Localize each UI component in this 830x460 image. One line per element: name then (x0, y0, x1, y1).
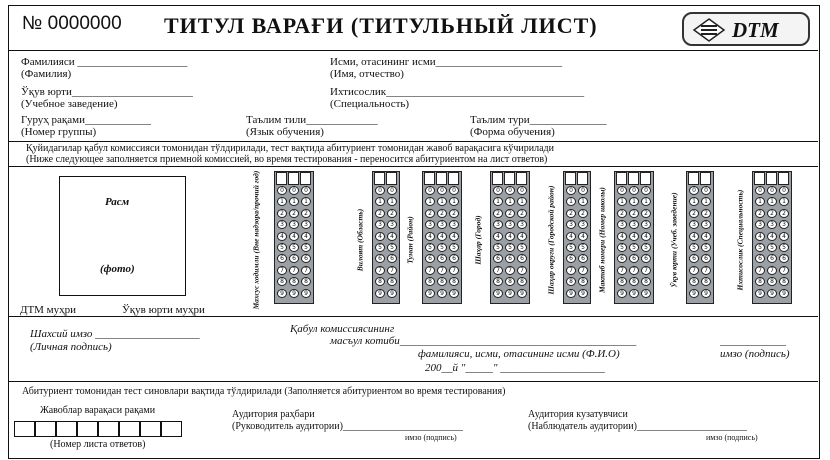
digit-bubble[interactable]: 6 (493, 254, 503, 263)
code-entry-cell[interactable] (754, 172, 765, 185)
fio-label: фамилияси, исми, отасининг исми (Ф.И.О) (418, 348, 620, 360)
digit-bubble[interactable]: 1 (387, 197, 397, 206)
digit-bubble[interactable]: 8 (387, 277, 397, 286)
digit-bubble[interactable]: 2 (289, 209, 299, 218)
digit-bubble[interactable]: 0 (289, 186, 299, 195)
divider (8, 50, 818, 51)
digit-bubble[interactable]: 0 (779, 186, 789, 195)
divider (8, 166, 818, 167)
digit-bubble[interactable]: 2 (617, 209, 627, 218)
surname-label-ru: (Фамилия) (21, 68, 72, 80)
digit-bubble[interactable]: 6 (578, 254, 588, 263)
auditorium-head-sign-label: имзо (подпись) (405, 433, 457, 442)
photo-box (59, 176, 186, 296)
commission-secretary-label: Қабул комиссиясининг (290, 323, 395, 335)
digit-bubble[interactable]: 2 (301, 209, 311, 218)
code-column-label: Ўқув юрти (Учеб. заведение) (669, 192, 679, 288)
digit-bubble[interactable]: 5 (629, 243, 639, 252)
school-stamp-label: Ўқув юрти муҳри (122, 304, 205, 316)
digit-bubble[interactable]: 9 (375, 289, 385, 298)
digit-bubble[interactable]: 4 (277, 232, 287, 241)
digit-bubble[interactable]: 7 (449, 266, 459, 275)
digit-bubble[interactable]: 8 (375, 277, 385, 286)
name-field[interactable]: Исми, отасининг исми_______________________ (330, 56, 563, 68)
digit-bubble[interactable]: 9 (437, 289, 447, 298)
digit-bubble[interactable]: 5 (767, 243, 777, 252)
digit-bubble[interactable]: 9 (289, 289, 299, 298)
digit-bubble[interactable]: 5 (578, 243, 588, 252)
digit-bubble[interactable]: 7 (755, 266, 765, 275)
digit-bubble[interactable]: 3 (505, 220, 515, 229)
auditorium-head-field[interactable]: (Руководитель аудитории)________________________ (232, 421, 463, 432)
specialty-field[interactable]: Ихтисослик____________________________________ (330, 86, 585, 98)
digit-bubble[interactable]: 9 (425, 289, 435, 298)
digit-bubble[interactable]: 1 (493, 197, 503, 206)
digit-bubble[interactable]: 4 (289, 232, 299, 241)
digit-bubble[interactable]: 6 (517, 254, 527, 263)
digit-bubble[interactable]: 3 (437, 220, 447, 229)
digit-bubble[interactable]: 0 (517, 186, 527, 195)
photo-label-ru: (фото) (100, 263, 135, 275)
digit-bubble[interactable]: 3 (517, 220, 527, 229)
digit-bubble[interactable]: 5 (617, 243, 627, 252)
sheet-number-digit-box[interactable] (35, 421, 56, 437)
digit-bubble[interactable]: 8 (689, 277, 699, 286)
code-entry-cell[interactable] (492, 172, 503, 185)
digit-bubble[interactable]: 7 (493, 266, 503, 275)
digit-bubble[interactable]: 2 (755, 209, 765, 218)
digit-bubble[interactable]: 6 (755, 254, 765, 263)
digit-bubble[interactable]: 3 (779, 220, 789, 229)
dtm-emblem-icon (692, 18, 726, 42)
digit-bubble[interactable]: 5 (301, 243, 311, 252)
digit-bubble[interactable]: 4 (689, 232, 699, 241)
digit-bubble[interactable]: 5 (755, 243, 765, 252)
digit-bubble[interactable]: 2 (629, 209, 639, 218)
institution-field[interactable]: Ўқув юрти______________________ (21, 86, 193, 98)
code-entry-cell[interactable] (766, 172, 777, 185)
digit-bubble[interactable]: 3 (277, 220, 287, 229)
digit-bubble[interactable]: 0 (566, 186, 576, 195)
digit-bubble[interactable]: 5 (437, 243, 447, 252)
digit-bubble[interactable]: 5 (387, 243, 397, 252)
digit-bubble[interactable]: 3 (755, 220, 765, 229)
digit-bubble[interactable]: 6 (425, 254, 435, 263)
digit-bubble[interactable]: 0 (689, 186, 699, 195)
digit-bubble[interactable]: 6 (617, 254, 627, 263)
digit-bubble[interactable]: 0 (437, 186, 447, 195)
digit-bubble[interactable]: 2 (566, 209, 576, 218)
digit-bubble[interactable]: 8 (617, 277, 627, 286)
digit-bubble[interactable]: 3 (641, 220, 651, 229)
digit-bubble[interactable]: 5 (425, 243, 435, 252)
digit-bubble[interactable]: 2 (375, 209, 385, 218)
digit-bubble[interactable]: 0 (375, 186, 385, 195)
digit-bubble[interactable]: 2 (493, 209, 503, 218)
digit-bubble[interactable]: 8 (277, 277, 287, 286)
digit-bubble[interactable]: 1 (641, 197, 651, 206)
digit-bubble[interactable]: 8 (493, 277, 503, 286)
digit-bubble[interactable]: 5 (641, 243, 651, 252)
digit-bubble[interactable]: 5 (449, 243, 459, 252)
sheet-number-digit-box[interactable] (119, 421, 140, 437)
digit-bubble[interactable]: 7 (779, 266, 789, 275)
digit-bubble[interactable]: 1 (779, 197, 789, 206)
digit-bubble[interactable]: 8 (629, 277, 639, 286)
sheet-number-digit-box[interactable] (161, 421, 182, 437)
dtm-logo (682, 12, 810, 46)
digit-bubble[interactable]: 5 (701, 243, 711, 252)
digit-bubble[interactable]: 7 (505, 266, 515, 275)
code-entry-cell[interactable] (288, 172, 299, 185)
institution-label-ru: (Учебное заведение) (21, 98, 118, 110)
digit-bubble[interactable]: 1 (578, 197, 588, 206)
digit-bubble[interactable]: 5 (517, 243, 527, 252)
digit-bubble[interactable]: 2 (387, 209, 397, 218)
photo-label: Расм (105, 196, 130, 208)
sheet-number-digit-box[interactable] (77, 421, 98, 437)
digit-bubble[interactable]: 7 (629, 266, 639, 275)
signature-line[interactable]: ____________ (720, 335, 786, 347)
language-field[interactable]: Таълим тили_____________ (246, 114, 378, 126)
digit-bubble[interactable]: 6 (689, 254, 699, 263)
signature-label: имзо (подпись) (720, 348, 790, 360)
digit-bubble[interactable]: 1 (701, 197, 711, 206)
code-entry-cell[interactable] (448, 172, 459, 185)
digit-bubble[interactable]: 9 (701, 289, 711, 298)
divider (8, 381, 818, 382)
digit-bubble[interactable]: 9 (629, 289, 639, 298)
digit-bubble[interactable]: 5 (277, 243, 287, 252)
code-entry-cell[interactable] (516, 172, 527, 185)
sheet-number-digit-box[interactable] (98, 421, 119, 437)
code-entry-cell[interactable] (424, 172, 435, 185)
divider (8, 316, 818, 317)
code-entry-cell[interactable] (565, 172, 576, 185)
code-column-label: Шаҳар (Город) (473, 215, 483, 265)
digit-bubble[interactable]: 3 (289, 220, 299, 229)
digit-bubble[interactable]: 6 (505, 254, 515, 263)
code-column-label: Ихтисослик (Специальность) (735, 189, 745, 291)
digit-bubble[interactable]: 4 (493, 232, 503, 241)
digit-bubble[interactable]: 6 (779, 254, 789, 263)
code-entry-cell[interactable] (374, 172, 385, 185)
specialty-label-ru: (Специальность) (330, 98, 410, 110)
digit-bubble[interactable]: 2 (425, 209, 435, 218)
commission-note: Қуйидагилар қабул комиссияси томонидан тўлдирилади, тест вақтида абитуриент томонидан жавоб варақасига кўчирилади (26, 143, 554, 154)
digit-bubble[interactable]: 1 (566, 197, 576, 206)
commission-secretary-field[interactable]: масъул котиби___________________________________________ (330, 335, 637, 347)
digit-bubble[interactable]: 4 (701, 232, 711, 241)
digit-bubble[interactable]: 7 (301, 266, 311, 275)
digit-bubble[interactable]: 2 (505, 209, 515, 218)
code-column-label: Вилоят (Область) (355, 208, 365, 272)
digit-bubble[interactable]: 0 (755, 186, 765, 195)
form-of-study-label-ru: (Форма обучения) (470, 126, 555, 138)
code-entry-cell[interactable] (386, 172, 397, 185)
digit-bubble[interactable]: 9 (617, 289, 627, 298)
digit-bubble[interactable]: 2 (779, 209, 789, 218)
digit-bubble[interactable]: 6 (301, 254, 311, 263)
code-entry-cell[interactable] (300, 172, 311, 185)
digit-bubble[interactable]: 3 (493, 220, 503, 229)
digit-bubble[interactable]: 9 (505, 289, 515, 298)
code-entry-cell[interactable] (504, 172, 515, 185)
code-entry-cell[interactable] (688, 172, 699, 185)
code-entry-cell[interactable] (778, 172, 789, 185)
digit-bubble[interactable]: 3 (425, 220, 435, 229)
digit-bubble[interactable]: 4 (517, 232, 527, 241)
digit-bubble[interactable]: 8 (517, 277, 527, 286)
digit-bubble[interactable]: 8 (505, 277, 515, 286)
observer-label: Аудитория кузатувчиси (528, 409, 628, 420)
digit-bubble[interactable]: 6 (641, 254, 651, 263)
digit-bubble[interactable]: 1 (449, 197, 459, 206)
date-field[interactable]: 200__й "_____" ___________________ (425, 362, 605, 374)
digit-bubble[interactable]: 1 (617, 197, 627, 206)
code-entry-cell[interactable] (577, 172, 588, 185)
digit-bubble[interactable]: 3 (301, 220, 311, 229)
digit-bubble[interactable]: 7 (617, 266, 627, 275)
digit-bubble[interactable]: 9 (493, 289, 503, 298)
digit-bubble[interactable]: 3 (387, 220, 397, 229)
digit-bubble[interactable]: 0 (301, 186, 311, 195)
auditorium-head-label: Аудитория раҳбари (232, 409, 315, 420)
group-field[interactable]: Гуруҳ рақами____________ (21, 114, 152, 126)
digit-bubble[interactable]: 6 (387, 254, 397, 263)
digit-bubble[interactable]: 4 (301, 232, 311, 241)
observer-field[interactable]: (Наблюдатель аудитории)______________________ (528, 421, 747, 432)
digit-bubble[interactable]: 7 (767, 266, 777, 275)
digit-bubble[interactable]: 2 (449, 209, 459, 218)
digit-bubble[interactable]: 6 (629, 254, 639, 263)
digit-bubble[interactable]: 2 (437, 209, 447, 218)
digit-bubble[interactable]: 1 (755, 197, 765, 206)
digit-bubble[interactable]: 6 (767, 254, 777, 263)
digit-bubble[interactable]: 1 (767, 197, 777, 206)
digit-bubble[interactable]: 3 (449, 220, 459, 229)
digit-bubble[interactable]: 8 (425, 277, 435, 286)
digit-bubble[interactable]: 4 (425, 232, 435, 241)
digit-bubble[interactable]: 7 (387, 266, 397, 275)
digit-bubble[interactable]: 8 (449, 277, 459, 286)
digit-bubble[interactable]: 2 (767, 209, 777, 218)
code-column-label: Шаҳар округи (Городской район) (546, 185, 556, 295)
digit-bubble[interactable]: 4 (767, 232, 777, 241)
digit-bubble[interactable]: 4 (387, 232, 397, 241)
digit-bubble[interactable]: 9 (779, 289, 789, 298)
digit-bubble[interactable]: 0 (387, 186, 397, 195)
digit-bubble[interactable]: 4 (449, 232, 459, 241)
code-column-label: Туман (Район) (405, 216, 415, 264)
digit-bubble[interactable]: 4 (578, 232, 588, 241)
digit-bubble[interactable]: 3 (689, 220, 699, 229)
digit-bubble[interactable]: 9 (641, 289, 651, 298)
sheet-number-label-ru: (Номер листа ответов) (50, 439, 146, 450)
digit-bubble[interactable]: 8 (289, 277, 299, 286)
digit-bubble[interactable]: 0 (449, 186, 459, 195)
digit-bubble[interactable]: 3 (629, 220, 639, 229)
digit-bubble[interactable]: 0 (767, 186, 777, 195)
digit-bubble[interactable]: 8 (641, 277, 651, 286)
digit-bubble[interactable]: 8 (779, 277, 789, 286)
digit-bubble[interactable]: 2 (641, 209, 651, 218)
name-label-ru: (Имя, отчество) (330, 68, 404, 80)
digit-bubble[interactable]: 1 (517, 197, 527, 206)
form-of-study-field[interactable]: Таълим тури______________ (470, 114, 607, 126)
digit-bubble[interactable]: 6 (437, 254, 447, 263)
digit-bubble[interactable]: 1 (301, 197, 311, 206)
digit-bubble[interactable]: 5 (375, 243, 385, 252)
form-number: № 0000000 (22, 13, 122, 34)
dtm-stamp-label: ДТМ муҳри (20, 304, 76, 316)
digit-bubble[interactable]: 3 (701, 220, 711, 229)
digit-bubble[interactable]: 9 (578, 289, 588, 298)
digit-bubble[interactable]: 6 (701, 254, 711, 263)
digit-bubble[interactable]: 3 (578, 220, 588, 229)
digit-bubble[interactable]: 5 (289, 243, 299, 252)
digit-bubble[interactable]: 6 (566, 254, 576, 263)
commission-note-ru: (Ниже следующее заполняется приемной комиссией, во время тестирования - переносится абитуриентом на лист ответов) (26, 154, 548, 165)
digit-bubble[interactable]: 8 (578, 277, 588, 286)
digit-bubble[interactable]: 4 (505, 232, 515, 241)
fill-note: Абитуриент томонидан тест синовлари вақтида тўлдирилади (Заполняется абитуриентом во время тестирования) (22, 386, 506, 397)
logo-text: DTM (732, 18, 779, 42)
sheet-number-digit-box[interactable] (56, 421, 77, 437)
digit-bubble[interactable]: 0 (578, 186, 588, 195)
digit-bubble[interactable]: 1 (289, 197, 299, 206)
digit-bubble[interactable]: 0 (629, 186, 639, 195)
digit-bubble[interactable]: 6 (449, 254, 459, 263)
digit-bubble[interactable]: 7 (578, 266, 588, 275)
digit-bubble[interactable]: 7 (566, 266, 576, 275)
digit-bubble[interactable]: 2 (578, 209, 588, 218)
digit-bubble[interactable]: 4 (437, 232, 447, 241)
digit-bubble[interactable]: 6 (375, 254, 385, 263)
digit-bubble[interactable]: 1 (277, 197, 287, 206)
digit-bubble[interactable]: 8 (437, 277, 447, 286)
digit-bubble[interactable]: 8 (566, 277, 576, 286)
digit-bubble[interactable]: 5 (505, 243, 515, 252)
digit-bubble[interactable]: 8 (301, 277, 311, 286)
digit-bubble[interactable]: 0 (641, 186, 651, 195)
digit-bubble[interactable]: 2 (277, 209, 287, 218)
code-entry-cell[interactable] (276, 172, 287, 185)
group-label-ru: (Номер группы) (21, 126, 97, 138)
digit-bubble[interactable]: 7 (437, 266, 447, 275)
digit-bubble[interactable]: 0 (425, 186, 435, 195)
code-column-label: Махсус ходимли (Вне надзора/прочий год) (251, 170, 261, 310)
personal-signature-field[interactable]: Шахсий имзо ___________________ (30, 328, 200, 340)
digit-bubble[interactable]: 8 (755, 277, 765, 286)
digit-bubble[interactable]: 7 (641, 266, 651, 275)
digit-bubble[interactable]: 0 (617, 186, 627, 195)
digit-bubble[interactable]: 2 (517, 209, 527, 218)
personal-signature-label-ru: (Личная подпись) (30, 341, 112, 353)
digit-bubble[interactable]: 4 (755, 232, 765, 241)
digit-bubble[interactable]: 5 (493, 243, 503, 252)
digit-bubble[interactable]: 9 (755, 289, 765, 298)
digit-bubble[interactable]: 0 (701, 186, 711, 195)
digit-bubble[interactable]: 0 (505, 186, 515, 195)
digit-bubble[interactable]: 3 (566, 220, 576, 229)
digit-bubble[interactable]: 3 (767, 220, 777, 229)
digit-bubble[interactable]: 9 (387, 289, 397, 298)
digit-bubble[interactable]: 7 (517, 266, 527, 275)
digit-bubble[interactable]: 9 (517, 289, 527, 298)
digit-bubble[interactable]: 0 (493, 186, 503, 195)
digit-bubble[interactable]: 5 (566, 243, 576, 252)
digit-bubble[interactable]: 4 (375, 232, 385, 241)
digit-bubble[interactable]: 2 (689, 209, 699, 218)
sheet-number-label: Жавоблар варақаси рақами (40, 405, 156, 416)
digit-bubble[interactable]: 7 (425, 266, 435, 275)
digit-bubble[interactable]: 7 (289, 266, 299, 275)
language-label-ru: (Язык обучения) (246, 126, 324, 138)
digit-bubble[interactable]: 6 (277, 254, 287, 263)
digit-bubble[interactable]: 4 (566, 232, 576, 241)
digit-bubble[interactable]: 8 (701, 277, 711, 286)
digit-bubble[interactable]: 9 (689, 289, 699, 298)
digit-bubble[interactable]: 4 (641, 232, 651, 241)
sheet-number-digit-box[interactable] (140, 421, 161, 437)
digit-bubble[interactable]: 0 (277, 186, 287, 195)
digit-bubble[interactable]: 1 (375, 197, 385, 206)
divider (8, 141, 818, 142)
digit-bubble[interactable]: 9 (277, 289, 287, 298)
digit-bubble[interactable]: 9 (767, 289, 777, 298)
code-entry-cell[interactable] (436, 172, 447, 185)
sheet-number-digit-box[interactable] (14, 421, 35, 437)
page-title: ТИТУЛ ВАРАҒИ (ТИТУЛЬНЫЙ ЛИСТ) (164, 13, 598, 38)
digit-bubble[interactable]: 5 (779, 243, 789, 252)
digit-bubble[interactable]: 5 (689, 243, 699, 252)
digit-bubble[interactable]: 1 (425, 197, 435, 206)
digit-bubble[interactable]: 7 (689, 266, 699, 275)
digit-bubble[interactable]: 9 (449, 289, 459, 298)
digit-bubble[interactable]: 3 (375, 220, 385, 229)
digit-bubble[interactable]: 7 (375, 266, 385, 275)
digit-bubble[interactable]: 2 (701, 209, 711, 218)
code-entry-cell[interactable] (628, 172, 639, 185)
digit-bubble[interactable]: 7 (701, 266, 711, 275)
digit-bubble[interactable]: 7 (277, 266, 287, 275)
code-entry-cell[interactable] (616, 172, 627, 185)
digit-bubble[interactable]: 1 (629, 197, 639, 206)
digit-bubble[interactable]: 9 (301, 289, 311, 298)
code-column-label: Мактаб номери (Номер школы) (597, 187, 607, 293)
digit-bubble[interactable]: 4 (617, 232, 627, 241)
digit-bubble[interactable]: 6 (289, 254, 299, 263)
code-entry-cell[interactable] (700, 172, 711, 185)
digit-bubble[interactable]: 1 (437, 197, 447, 206)
digit-bubble[interactable]: 8 (767, 277, 777, 286)
digit-bubble[interactable]: 1 (689, 197, 699, 206)
code-entry-cell[interactable] (640, 172, 651, 185)
digit-bubble[interactable]: 4 (779, 232, 789, 241)
surname-field[interactable]: Фамилияси ____________________ (21, 56, 188, 68)
digit-bubble[interactable]: 4 (629, 232, 639, 241)
digit-bubble[interactable]: 9 (566, 289, 576, 298)
observer-sign-label: имзо (подпись) (706, 433, 758, 442)
digit-bubble[interactable]: 3 (617, 220, 627, 229)
digit-bubble[interactable]: 1 (505, 197, 515, 206)
